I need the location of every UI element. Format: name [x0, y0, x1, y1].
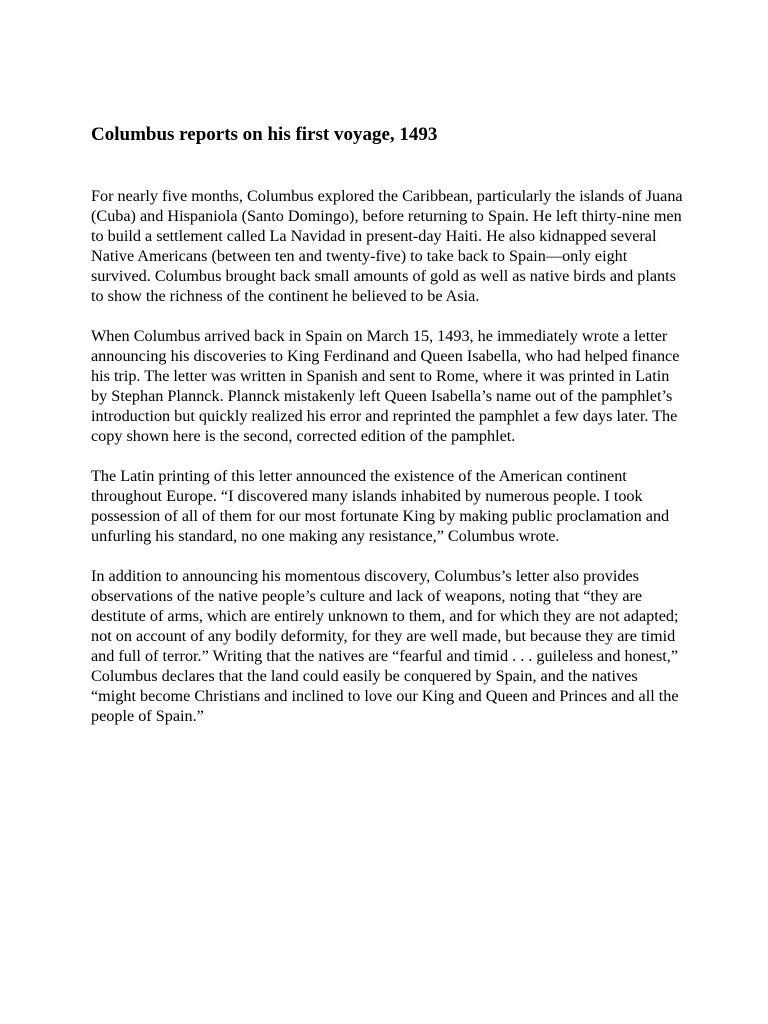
paragraph-latin-printing: The Latin printing of this letter announced the existence of the American continent throughout Europe. “I discovered many islands inhabited by numerous people. I took possession of all of them for our most fortunate King by making public proclamation and unfurling his standard, no one making any resistance,” Columbus wrote.	[91, 467, 670, 545]
document-content	[91, 122, 683, 746]
paragraph-letter: When Columbus arrived back in Spain on March 15, 1493, he immediately wrote a letter announcing his discoveries to King Ferdinand and Queen Isabella, who had helped finance his trip. The letter was written in Spanish and sent to Rome, where it was printed in Latin by Stephan Plannck. Plannck mistakenly left Queen Isabella’s name out of the pamphlet’s introduction but quickly realized his error and reprinted the pamphlet a few days later. The copy shown here is the second, corrected edition of the pamphlet.	[91, 327, 680, 445]
document-title: Columbus reports on his first voyage, 1493	[91, 124, 438, 145]
paragraph-observations: In addition to announcing his momentous discovery, Columbus’s letter also provides observations of the native people’s culture and lack of weapons, noting that “they are destitute of arms, which are entirely unknown to them, and for which they are not adapted; not on account of any bodily deformity, for they are well made, but because they are timid and full of terror.” Writing that the natives are “fearful and timid . . . guileless and honest,” Columbus declares that the land could easily be conquered by Spain, and the natives “might become Christians and inclined to love our King and Queen and Princes and all the people of Spain.”	[91, 567, 679, 725]
document-body	[91, 186, 683, 726]
paragraph-exploration: For nearly five months, Columbus explored the Caribbean, particularly the islands of Juana (Cuba) and Hispaniola (Santo Domingo), before returning to Spain. He left thirty-nine men to build a settlement called La Navidad in present-day Haiti. He also kidnapped several Native Americans (between ten and twenty-five) to take back to Spain—only eight survived. Columbus brought back small amounts of gold as well as native birds and plants to show the richness of the continent he believed to be Asia.	[91, 187, 683, 305]
